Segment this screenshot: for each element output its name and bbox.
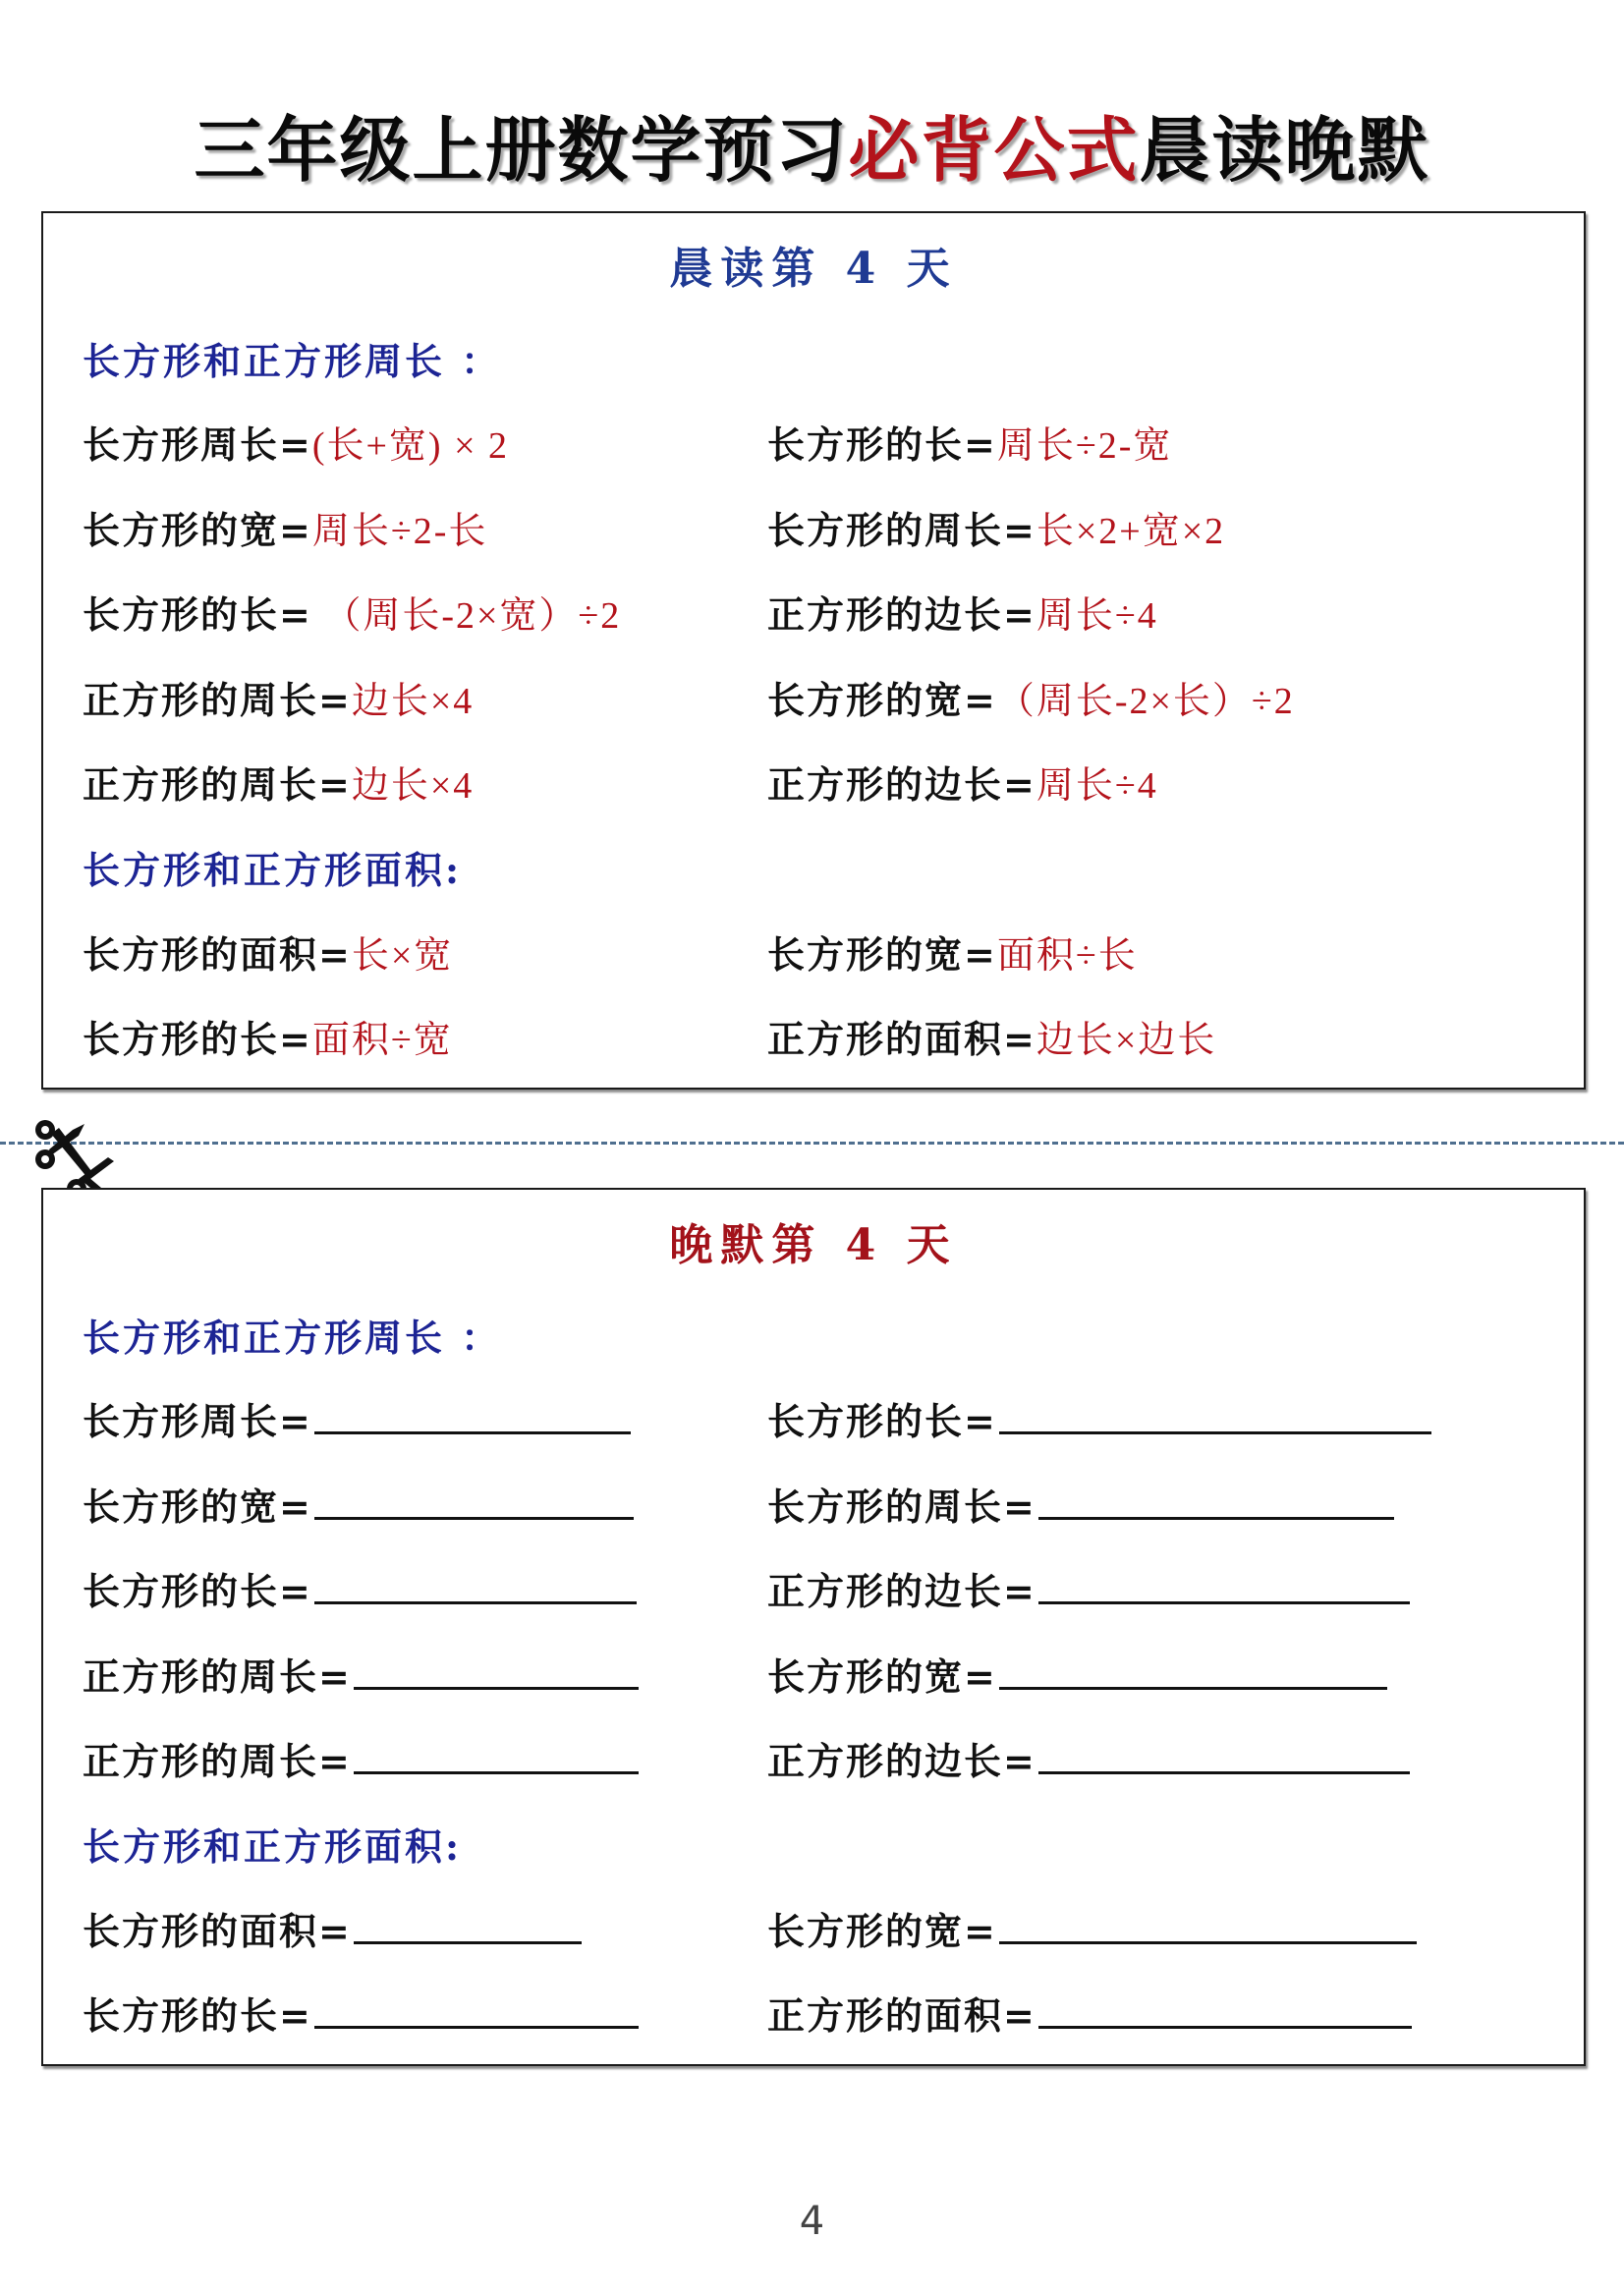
title-suffix: 晨读晚默	[1139, 109, 1430, 192]
blank-row: 长方形的宽=	[83, 1477, 634, 1531]
perimeter-section-heading: 长方形和正方形周长 ：	[83, 1316, 502, 1360]
title-prefix: 三年级上册数学预习	[194, 109, 849, 192]
blank-row: 长方形的长=	[83, 1986, 639, 2040]
answer-blank[interactable]	[999, 1940, 1417, 1944]
formula-row: 正方形的边长=周长÷4	[767, 592, 1158, 637]
blank-row: 长方形的面积=	[83, 1901, 582, 1955]
morning-card-title: 晨读第 4 天	[669, 244, 958, 294]
answer-blank[interactable]	[1038, 2025, 1412, 2029]
answer-blank[interactable]	[314, 1516, 634, 1520]
area-section-heading: 长方形和正方形面积:	[83, 1824, 463, 1869]
blank-row: 长方形的宽=	[767, 1647, 1387, 1701]
blank-row: 正方形的面积=	[767, 1986, 1412, 2040]
formula-row: 长方形的宽=（周长-2×长）÷2	[767, 678, 1295, 722]
formula-row: 长方形的长=面积÷宽	[83, 1017, 453, 1061]
blank-row: 正方形的周长=	[83, 1647, 639, 1701]
answer-blank[interactable]	[354, 1940, 582, 1944]
answer-blank[interactable]	[354, 1770, 639, 1774]
answer-blank[interactable]	[1038, 1600, 1410, 1604]
answer-blank[interactable]	[1038, 1516, 1394, 1520]
blank-row: 长方形的长=	[767, 1391, 1431, 1445]
formula-row: 长方形的周长=长×2+宽×2	[767, 508, 1226, 552]
formula-row: 正方形的面积=边长×边长	[767, 1017, 1217, 1061]
page-title	[0, 106, 1624, 195]
blank-row: 长方形的长=	[83, 1561, 637, 1615]
formula-row: 长方形的宽=周长÷2-长	[83, 508, 488, 552]
formula-row: 长方形的长= （周长-2×宽）÷2	[83, 592, 622, 637]
answer-blank[interactable]	[314, 1430, 631, 1434]
page-number: 4	[799, 2199, 825, 2244]
formula-row: 长方形周长=(长+宽) × 2	[83, 422, 510, 467]
blank-row: 正方形的边长=	[767, 1561, 1410, 1615]
blank-row: 长方形的周长=	[767, 1477, 1394, 1531]
blank-row: 正方形的边长=	[767, 1731, 1410, 1785]
blank-row: 长方形周长=	[83, 1391, 631, 1445]
answer-blank[interactable]	[1038, 1770, 1410, 1774]
formula-row: 长方形的面积=长×宽	[83, 932, 454, 977]
title-accent: 必背公式	[848, 109, 1140, 192]
cut-line-divider	[0, 1142, 1624, 1145]
answer-blank[interactable]	[314, 2025, 639, 2029]
evening-card-title: 晚默第 4 天	[669, 1220, 958, 1270]
answer-blank[interactable]	[999, 1430, 1431, 1434]
formula-row: 正方形的周长=边长×4	[83, 678, 475, 722]
formula-row: 长方形的长=周长÷2-宽	[767, 422, 1173, 467]
blank-row: 长方形的宽=	[767, 1901, 1417, 1955]
answer-blank[interactable]	[314, 1600, 637, 1604]
answer-blank[interactable]	[354, 1686, 639, 1690]
perimeter-section-heading: 长方形和正方形周长 ：	[83, 339, 502, 383]
blank-row: 正方形的周长=	[83, 1731, 639, 1785]
answer-blank[interactable]	[999, 1686, 1387, 1690]
area-section-heading: 长方形和正方形面积:	[83, 848, 463, 892]
morning-reading-card	[41, 211, 1586, 1090]
evening-recall-card	[41, 1188, 1586, 2066]
formula-row: 长方形的宽=面积÷长	[767, 932, 1138, 977]
formula-row: 正方形的周长=边长×4	[83, 762, 475, 807]
formula-row: 正方形的边长=周长÷4	[767, 762, 1158, 807]
